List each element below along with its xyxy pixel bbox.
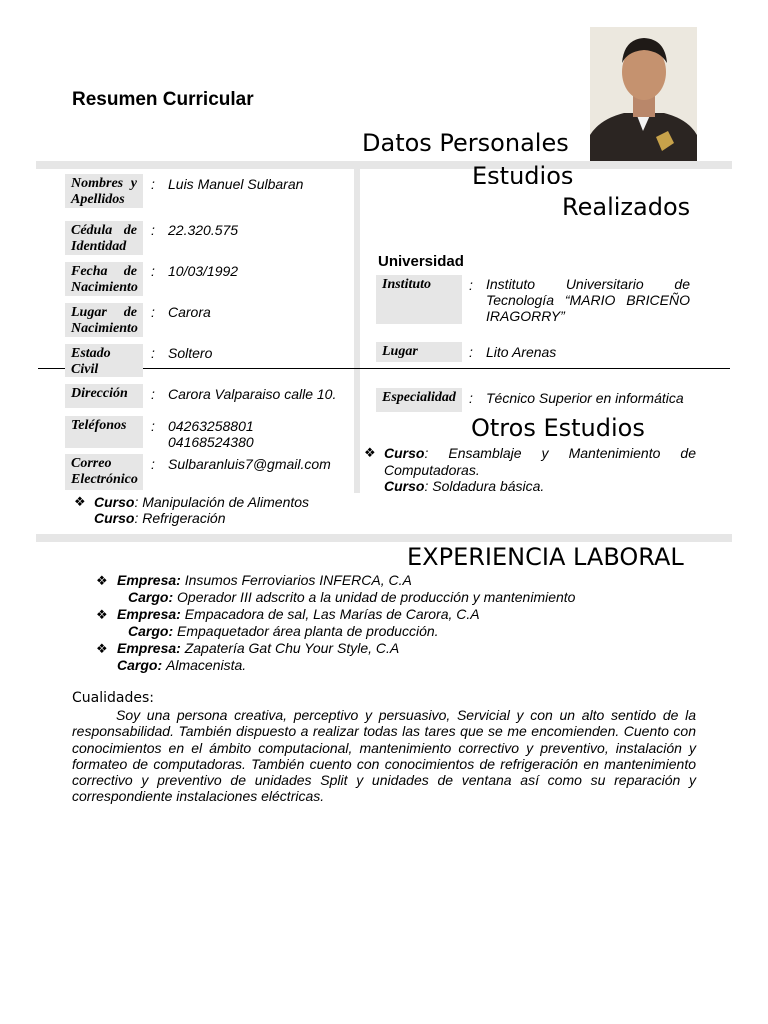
- label-instituto: Instituto: [376, 275, 462, 324]
- empresa-2: [117, 606, 480, 623]
- diamond-bullet-icon: ❖: [96, 607, 108, 622]
- otros-curso-left-2: Curso: Refrigeración: [94, 510, 226, 526]
- cualidades-text: Soy una persona creativa, perceptivo y persuasivo, Servicial y con un alto sentido de la responsabilidad. También dispuesto a realizar todas las tares que se me encomienden. Cuento con conocimientos en el ámbito computacional, mantenimiento correctivo y preventivo, instalación y formateo de computadoras. También cuento con conocimientos de refrigeración en mantenimiento correctivo y preventivo de unidades Split y unidades de ventana así como su reparación y correspondiente instalaciones eléctricas.: [72, 707, 696, 805]
- experiencia-title: EXPERIENCIA LABORAL: [407, 543, 684, 571]
- otros-curso-2: Curso: Soldadura básica.: [384, 478, 545, 494]
- label-correo: Correo Electrónico: [65, 454, 143, 490]
- profile-photo: [590, 27, 697, 162]
- colon: :: [469, 277, 473, 293]
- colon: :: [151, 176, 155, 192]
- label-estado-civil: Estado Civil: [65, 344, 143, 377]
- cargo-text: Almacenista.: [166, 657, 247, 673]
- empresa-name: Empacadora de sal, Las Marías de Carora, C.A: [184, 606, 480, 622]
- empresa-name: Insumos Ferroviarios INFERCA, C.A: [184, 572, 412, 588]
- value-fecha-nacimiento: 10/03/1992: [168, 263, 239, 279]
- label-direccion: Dirección: [65, 384, 143, 408]
- empresa-label: Empresa:: [117, 606, 181, 622]
- otros-estudios-title: Otros Estudios: [471, 414, 645, 442]
- cargo-text: Operador III adscrito a la unidad de producción y mantenimiento: [177, 589, 576, 605]
- curso-text: Ensamblaje y Mantenimiento de Computadoras.: [384, 445, 696, 478]
- value-lugar-estudio: Lito Arenas: [486, 344, 557, 360]
- empresa-name: Zapatería Gat Chu Your Style, C.A: [184, 640, 400, 656]
- otros-curso-left-1: Curso: Manipulación de Alimentos: [94, 494, 310, 510]
- curso-label: Curso: [384, 478, 425, 494]
- empresa-1: [117, 572, 412, 589]
- value-correo[interactable]: Sulbaranluis7@gmail.com: [168, 456, 331, 472]
- diamond-bullet-icon: ❖: [74, 494, 86, 509]
- empresa-3: [117, 640, 399, 657]
- value-telefono-1: 04263258801: [168, 418, 254, 434]
- cargo-1: [128, 589, 575, 606]
- cargo-text: Empaquetador área planta de producción.: [177, 623, 439, 639]
- estudios-title-line1: Estudios: [472, 162, 574, 184]
- estudios-title-line2: Realizados: [562, 193, 691, 221]
- otros-curso-1-cont: [384, 461, 385, 462]
- curso-text: Manipulación de Alimentos: [142, 494, 310, 510]
- cargo-label: Cargo:: [128, 623, 174, 639]
- value-nombres: Luis Manuel Sulbaran: [168, 176, 304, 192]
- cualidades-title: Cualidades:: [72, 690, 154, 706]
- colon: :: [469, 390, 473, 406]
- curso-text: Soldadura básica.: [432, 478, 545, 494]
- left-column-divider: [354, 169, 360, 493]
- label-telefonos: Teléfonos: [65, 416, 143, 448]
- colon: :: [151, 418, 155, 434]
- value-telefono-2: 04168524380: [168, 434, 254, 450]
- portrait-image: [590, 27, 697, 162]
- diamond-bullet-icon: ❖: [96, 641, 108, 656]
- value-especialidad: Técnico Superior en informática: [486, 390, 684, 406]
- otros-curso-1: Curso: Ensamblaje y Mantenimiento de Computadoras.: [384, 445, 696, 478]
- document-title: Resumen Curricular: [72, 89, 254, 110]
- colon: :: [151, 456, 155, 472]
- value-lugar-nacimiento: Carora: [168, 304, 211, 320]
- cargo-label: Cargo:: [128, 589, 174, 605]
- label-lugar-estudio: Lugar: [376, 342, 462, 362]
- colon: :: [151, 304, 155, 320]
- empresa-label: Empresa:: [117, 572, 181, 588]
- colon: :: [469, 344, 473, 360]
- colon: :: [151, 222, 155, 238]
- value-instituto: Instituto Universitario de Tecnología “MARIO BRICEÑO IRAGORRY”: [486, 276, 690, 324]
- cargo-label: Cargo:: [117, 657, 163, 673]
- diamond-bullet-icon: ❖: [364, 445, 376, 460]
- cargo-3: [117, 657, 246, 674]
- value-estado-civil: Soltero: [168, 345, 213, 361]
- diamond-bullet-icon: ❖: [96, 573, 108, 588]
- cargo-2: [128, 623, 439, 640]
- label-especialidad: Especialidad: [376, 388, 462, 412]
- value-direccion: Carora Valparaiso calle 10.: [168, 386, 337, 402]
- colon: :: [151, 345, 155, 361]
- label-fecha-nacimiento: Fecha de Nacimiento: [65, 262, 143, 296]
- universidad-subtitle: Universidad: [378, 253, 464, 270]
- curso-label: Curso: [94, 494, 135, 510]
- experiencia-band: [36, 534, 732, 542]
- colon: :: [151, 263, 155, 279]
- label-cedula: Cédula de Identidad: [65, 221, 143, 255]
- label-nombres: Nombres y Apellidos: [65, 174, 143, 208]
- curso-label: Curso: [94, 510, 135, 526]
- colon: :: [151, 386, 155, 402]
- curso-text: Refrigeración: [142, 510, 226, 526]
- header-band: [36, 161, 732, 169]
- datos-personales-title: Datos Personales: [362, 129, 569, 157]
- curso-label: Curso: [384, 445, 425, 461]
- label-lugar-nacimiento: Lugar de Nacimiento: [65, 303, 143, 337]
- value-cedula: 22.320.575: [168, 222, 239, 238]
- empresa-label: Empresa:: [117, 640, 181, 656]
